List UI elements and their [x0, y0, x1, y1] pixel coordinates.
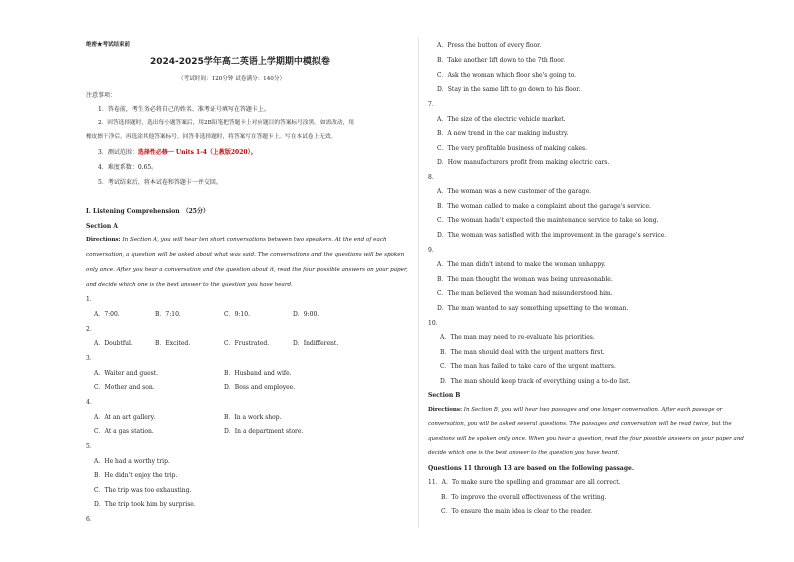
option-c: C．9:10. — [224, 311, 250, 318]
option-d: D．Boss and employee. — [224, 384, 296, 391]
question-number: 1． — [86, 296, 96, 303]
note-item-2-cont: 橡皮擦干净后，再选涂其他答案标号。回答非选择题时，将答案写在答题卡上。写在本试卷上无效。 — [86, 134, 337, 140]
option-b: B．The man should deal with the urgent matters first. — [440, 349, 605, 356]
option-c: C．The woman hadn't expected the maintenance service to take so long. — [437, 217, 659, 224]
option-b: B．A new trend in the car making industry. — [437, 130, 569, 137]
note-scope-highlight: 选择性必修一 Units 1-4（上教版2020）。 — [137, 149, 257, 156]
option-a: A．To make sure the spelling and grammar are all correct. — [441, 479, 621, 486]
option-a: A．Doubtful. — [94, 340, 133, 347]
option-d: D．The woman was satisfied with the improvement in the garage's service. — [437, 232, 667, 239]
option-c: C．The man believed the woman had misunderstood him. — [437, 290, 613, 297]
option-d: D．In a department store. — [224, 428, 304, 435]
option-d: D．The man wanted to say something upsetting to the woman. — [437, 305, 629, 312]
sectionB-directions-line-1 — [428, 407, 722, 414]
option-a: A．He had a worthy trip. — [94, 458, 170, 465]
option-a: A．At an art gallery. — [94, 414, 156, 421]
option-c: C．The very profitable business of making cakes. — [437, 145, 588, 152]
exam-meta: （考试时间：120分钟 试卷满分：140分） — [178, 76, 286, 82]
option-d: D．The man should keep track of everything using a to-do list. — [440, 378, 631, 385]
passage-note: Questions 11 through 13 are based on the following passage. — [428, 465, 634, 472]
sectionA-title: Section A — [86, 223, 118, 230]
sectionA-directions-line-2: conversation, a question will be asked about what was said. The conversations and the questions will be spoken — [86, 252, 405, 258]
note-item-4: 4．难度系数：0.65。 — [98, 164, 158, 171]
sectionB-title: Section B — [428, 392, 461, 399]
option-c: C．Ask the woman which floor she's going to. — [437, 72, 577, 79]
directions-label: Directions: — [428, 407, 463, 413]
question-number — [428, 479, 621, 486]
option-d: D．The trip took him by surprise. — [94, 501, 196, 508]
question-number: 7． — [428, 101, 438, 108]
option-c: C．The man has failed to take care of the urgent matters. — [440, 363, 616, 370]
column-divider — [418, 38, 419, 528]
directions-text: In Section B, you will hear two passages and one longer conversation. After each passage or — [463, 407, 723, 413]
note-item-3-label: 3．测试范围： — [98, 149, 138, 156]
sectionB-directions-line-4: decide which one is the best answer to the question you have heard. — [428, 450, 620, 456]
exam-title: 2024-2025学年高二英语上学期期中模拟卷 — [150, 57, 330, 67]
note-item-5: 5．考试结束后，将本试卷和答题卡一并交回。 — [98, 179, 222, 186]
sectionA-directions-line-3: only once. After you hear a conversation and the question about it, read the four possible answers on your paper, — [86, 267, 408, 273]
question-number: 4． — [86, 399, 96, 406]
q11-number: 11． — [428, 479, 442, 486]
question-number: 9． — [428, 247, 438, 254]
sectionA-directions-line-1 — [86, 237, 387, 244]
directions-text: In Section A, you will hear ten short conversations between two speakers. At the end of each — [122, 237, 387, 243]
sectionA-directions-line-4: and decide which one is the best answer to the question you have heard. — [86, 282, 293, 288]
option-a: A．7:00. — [94, 311, 120, 318]
option-a: A．Waiter and guest. — [94, 370, 159, 377]
option-b: B．The man thought the woman was being unreasonable. — [437, 276, 613, 283]
option-b: B．In a work shop. — [224, 414, 282, 421]
question-number: 6． — [86, 516, 96, 523]
question-number: 2． — [86, 326, 96, 333]
note-item-1: 1．答卷前，考生务必将自己的姓名、准考证号填写在答题卡上。 — [98, 106, 270, 113]
option-b: B．He didn't enjoy the trip. — [94, 472, 178, 479]
note-item-2: 2．回答选择题时，选出每小题答案后，用2B铅笔把答题卡上对应题目的答案标号涂黑。如需改动，用 — [98, 120, 354, 126]
section1-title: I. Listening Comprehension （25分） — [86, 208, 209, 215]
option-d: D．Stay in the same lift to go down to his floor. — [437, 86, 581, 93]
notes-heading: 注意事项： — [86, 92, 117, 99]
question-number: 8． — [428, 174, 438, 181]
option-a: A．The size of the electric vehicle market. — [437, 116, 566, 123]
option-b: B．Husband and wife. — [224, 370, 292, 377]
option-b: B．To improve the overall effectiveness of the writing. — [441, 494, 607, 501]
option-d: D．9:00. — [293, 311, 320, 318]
option-b: B．The woman called to make a complaint about the garage's service. — [437, 203, 651, 210]
sectionB-directions-line-2: conversation, you will be asked several questions. The passages and conversation will be read twice, but the — [428, 421, 732, 427]
question-number: 5． — [86, 443, 96, 450]
sectionB-directions-line-3: questions will be spoken only once. When you hear a question, read the four possible answers on your paper and — [428, 436, 744, 442]
option-d: D．How manufacturers profit from making electric cars. — [437, 159, 610, 166]
option-a: A．The man didn't intend to make the woman unhappy. — [437, 261, 606, 268]
directions-label: Directions: — [86, 237, 121, 243]
option-d: D．Indifferent. — [293, 340, 339, 347]
option-c: C．Mother and son. — [94, 384, 155, 391]
option-c: C．To ensure the main idea is clear to the reader. — [441, 508, 593, 515]
question-number: 10． — [428, 320, 442, 327]
option-b: B．Take another lift down to the 7th floor. — [437, 57, 566, 64]
option-c: C．The trip was too exhausting. — [94, 487, 192, 494]
note-item-3 — [98, 149, 257, 156]
option-b: B．7:10. — [155, 311, 181, 318]
question-number: 3． — [86, 355, 96, 362]
option-a: A．The man may need to re-evaluate his priorities. — [440, 334, 595, 341]
option-b: B．Excited. — [155, 340, 191, 347]
option-c: C．Frustrated. — [224, 340, 270, 347]
option-a: A．Press the button of every floor. — [437, 42, 542, 49]
confidential-mark: 绝密★考试结束前 — [86, 42, 131, 48]
option-a: A．The woman was a new customer of the garage. — [437, 188, 592, 195]
option-c: C．At a gas station. — [94, 428, 154, 435]
